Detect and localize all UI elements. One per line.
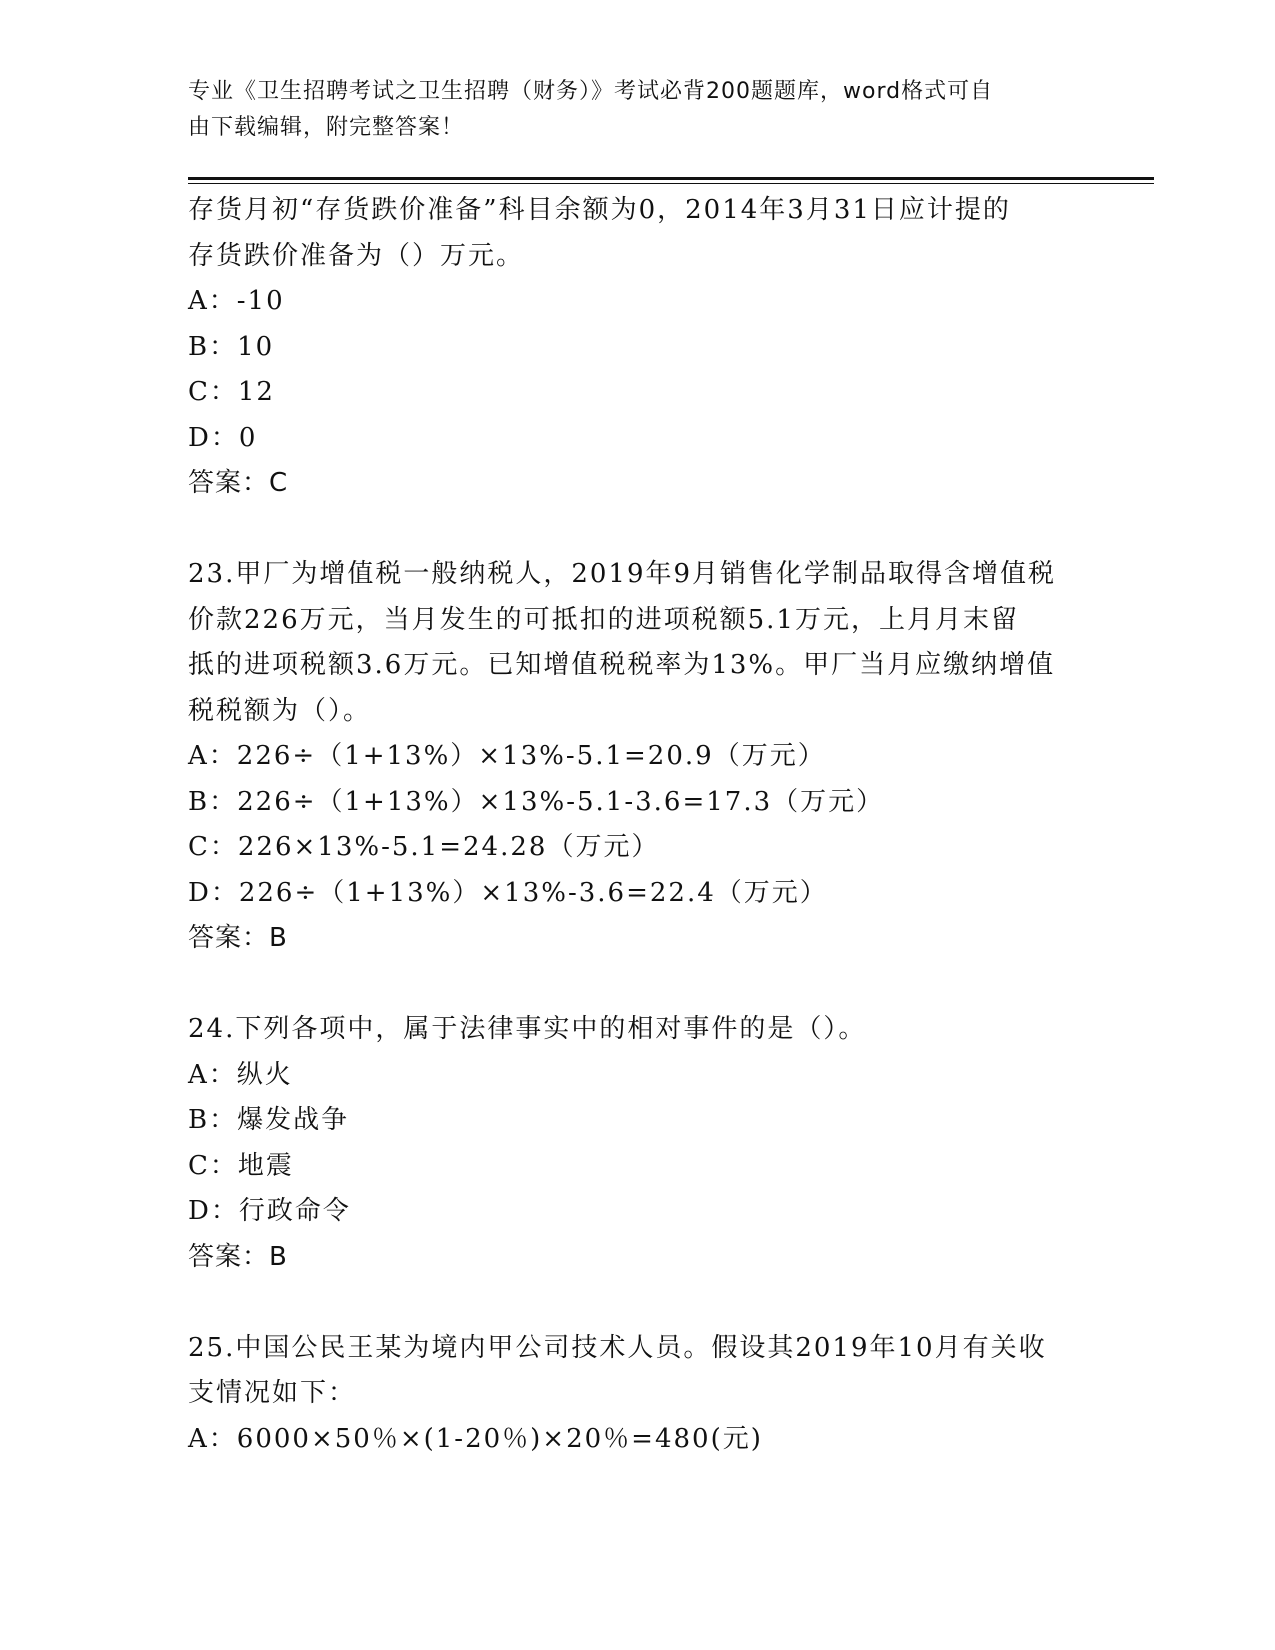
question-23 (188, 552, 1088, 962)
question-stem-line: 抵的进项税额3.6万元。已知增值税税率为13%。甲厂当月应缴纳增值 (188, 650, 1056, 680)
question-25 (188, 1326, 1088, 1463)
question-stem-line: 存货月初“存货跌价准备”科目余额为0，2014年3月31日应计提的 (188, 195, 1011, 225)
document-header (188, 74, 1088, 146)
question-spacer (188, 962, 1088, 1008)
question-stem-line: 价款226万元，当月发生的可抵扣的进项税额5.1万元，上月月末留 (188, 604, 1019, 635)
question-22 (188, 188, 1088, 507)
option-a: A：6000×50％×(1-20％)×20％=480(元) (188, 1423, 763, 1454)
header-divider-thin (188, 183, 1154, 184)
header-line-1: 专业《卫生招聘考试之卫生招聘（财务）》考试必背200题题库，word格式可自 (188, 79, 994, 104)
question-stem-line: 存货跌价准备为（）万元。 (188, 240, 525, 271)
question-24 (188, 1007, 1088, 1280)
answer-line: 答案：B (188, 1241, 288, 1272)
question-stem-line: 23.甲厂为增值税一般纳税人，2019年9月销售化学制品取得含增值税 (188, 559, 1057, 589)
option-c: C：226×13%-5.1=24.28（万元） (188, 832, 660, 862)
answer-line: 答案：C (188, 468, 289, 498)
question-stem-line: 24.下列各项中，属于法律事实中的相对事件的是（）。 (188, 1014, 867, 1044)
option-a: A：-10 (188, 286, 285, 316)
answer-line: 答案：B (188, 923, 288, 953)
question-spacer (188, 1280, 1088, 1326)
question-stem-line: 25.中国公民王某为境内甲公司技术人员。假设其2019年10月有关收 (188, 1332, 1047, 1363)
option-d: D：0 (188, 422, 258, 453)
header-line-2: 由下载编辑，附完整答案！ (188, 115, 465, 140)
question-spacer (188, 507, 1088, 553)
header-divider-thick (188, 177, 1154, 180)
question-stem-line: 税税额为（）。 (188, 695, 372, 726)
option-a: A：226÷（1+13%）×13%-5.1=20.9（万元） (188, 741, 826, 771)
option-b: B：爆发战争 (188, 1105, 350, 1135)
option-a: A：纵火 (188, 1059, 293, 1090)
option-d: D：行政命令 (188, 1196, 351, 1226)
option-d: D：226÷（1+13%）×13%-3.6=22.4（万元） (188, 877, 828, 908)
question-list (188, 188, 1088, 1462)
option-c: C：12 (188, 377, 275, 407)
option-b: B：226÷（1+13%）×13%-5.1-3.6=17.3（万元） (188, 786, 885, 817)
option-b: B：10 (188, 331, 275, 362)
option-c: C：地震 (188, 1150, 294, 1181)
question-stem-line: 支情况如下： (188, 1378, 357, 1408)
